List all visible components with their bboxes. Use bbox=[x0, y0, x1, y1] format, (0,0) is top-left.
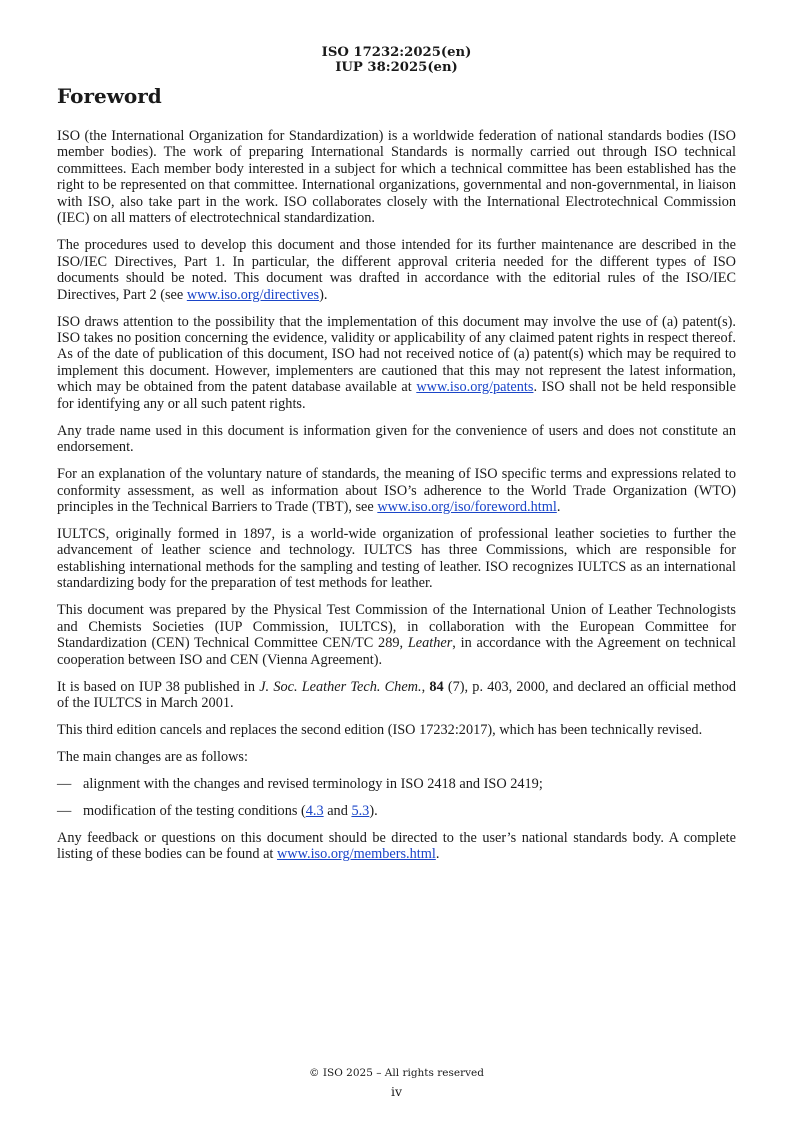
copyright-notice: © ISO 2025 – All rights reserved bbox=[309, 1067, 484, 1079]
members-link[interactable]: www.iso.org/members.html bbox=[276, 846, 436, 863]
paragraph-main-changes: The main changes are as follows: bbox=[57, 749, 248, 765]
paragraph-based-on: It is based on IUP 38 published in J. Soc. Leather Tech. Chem., 84 (7), p. 403, 2000, and declared an official method of the IULTCS in March 2001. bbox=[57, 678, 737, 712]
iso-designation: ISO 17232:2025(en) bbox=[321, 45, 472, 60]
change-item-text: alignment with the changes and revised terminology in ISO 2418 and ISO 2419; bbox=[83, 775, 543, 792]
page-footer bbox=[0, 1066, 793, 1102]
list-item bbox=[57, 776, 736, 792]
document-header bbox=[0, 45, 793, 75]
paragraph-feedback: Any feedback or questions on this document should be directed to the user’s national standards body. A complete listing of these bodies can be found at www.iso.org/members.html. bbox=[57, 829, 736, 863]
clause-5-3-link[interactable]: 5.3 bbox=[351, 802, 370, 819]
paragraph-iso-intro: ISO (the International Organization for Standardization) is a worldwide federation of national standards bodies (ISO member bodies). The work of preparing International Standards is normally carried out through ISO technical committees. Each member body interested in a subject for which a technical committee has been established has the right to be represented on that committee. International organizations, governmental and non-governmental, in liaison with ISO, also take part in the work. ISO collaborates closely with the International Electrotechnical Commission (IEC) on all matters of electrotechnical standardization. bbox=[57, 128, 736, 227]
clause-4-3-link[interactable]: 4.3 bbox=[305, 802, 324, 819]
foreword-link[interactable]: www.iso.org/iso/foreword.html bbox=[377, 499, 557, 516]
foreword-body bbox=[57, 128, 736, 863]
paragraph-procedures: The procedures used to develop this document and those intended for its further maintenance are described in the ISO/IEC Directives, Part 1. In particular, the different approval criteria needed for the different types of ISO documents should be noted. This document was drafted in accordance with the editorial rules of the ISO/IEC Directives, Part 2 (see www.iso.org/directives). bbox=[57, 237, 736, 303]
paragraph-voluntary-nature: For an explanation of the voluntary nature of standards, the meaning of ISO specific terms and expressions related to conformity assessment, as well as information about ISO’s adherence to the World Trade Organization (WTO) principles in the Technical Barriers to Trade (TBT), see www.iso.org/iso/foreword.html. bbox=[57, 466, 736, 516]
dash-bullet: — bbox=[57, 775, 72, 792]
iup-designation: IUP 38:2025(en) bbox=[335, 60, 458, 75]
page-number: iv bbox=[390, 1084, 403, 1099]
patents-link[interactable]: www.iso.org/patents bbox=[416, 379, 534, 396]
list-item bbox=[57, 803, 736, 819]
page-title: Foreword bbox=[57, 84, 162, 108]
paragraph-prepared-by: This document was prepared by the Physical Test Commission of the International Union of Leather Technologists and Chemists Societies (IUP Commission, IULTCS), in collaboration with the European Committee for Standardization (CEN) Technical Committee CEN/TC 289, Leather, in accordance with the Agreement on technical cooperation between ISO and CEN (Vienna Agreement). bbox=[57, 602, 736, 668]
paragraph-trade-name: Any trade name used in this document is information given for the convenience of users and does not constitute an endorsement. bbox=[57, 422, 736, 456]
paragraph-edition: This third edition cancels and replaces the second edition (ISO 17232:2017), which has been technically revised. bbox=[57, 722, 703, 739]
paragraph-iultcs: IULTCS, originally formed in 1897, is a world-wide organization of professional leather societies to further the advancement of leather science and technology. IULTCS has three Commissions, which are responsible for establishing international methods for the sampling and testing of leather. ISO recognizes IULTCS as an international standardizing body for the preparation of test methods for leather. bbox=[57, 526, 736, 592]
dash-bullet: — bbox=[57, 802, 72, 819]
change-item-text: modification of the testing conditions (4.3 and 5.3). bbox=[83, 802, 378, 819]
directives-link[interactable]: www.iso.org/directives bbox=[186, 286, 320, 303]
paragraph-patents: ISO draws attention to the possibility that the implementation of this document may involve the use of (a) patent(s). ISO takes no position concerning the evidence, validity or applicability of any claimed patent rights in respect thereof. As of the date of publication of this document, ISO had not received notice of (a) patent(s) which may be required to implement this document. However, implementers are cautioned that this may not represent the latest information, which may be obtained from the patent database available at www.iso.org/patents. ISO shall not be held responsible for identifying any or all such patent rights. bbox=[57, 313, 736, 412]
